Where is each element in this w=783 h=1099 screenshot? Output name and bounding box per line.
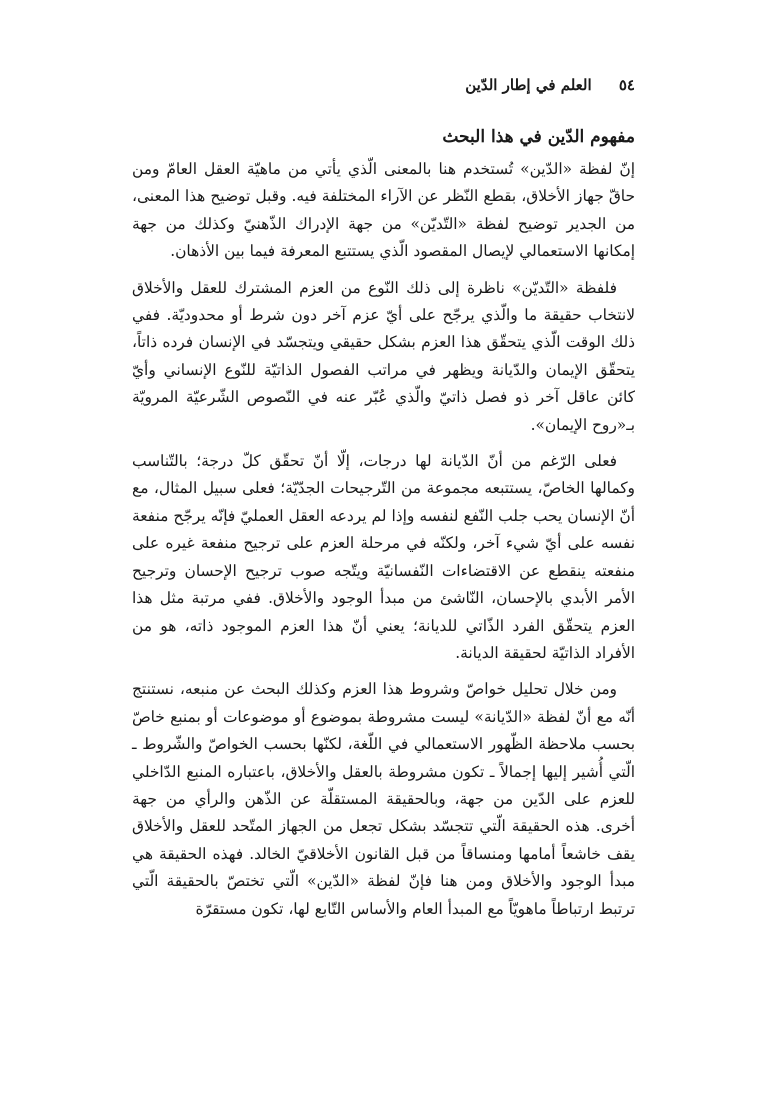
- section-heading: مفهوم الدّين في هذا البحث: [442, 127, 635, 147]
- page-body: [132, 122, 635, 932]
- page-number: ٥٤: [618, 76, 635, 94]
- paragraph-2: فلفظة «التّديّن» ناظرة إلى ذلك النّوع من العزم المشترك للعقل والأخلاق لانتخاب حقيقة ما والّذي يرجّح على أيّ عزم آخر دون شرط أو محدوديّة. ففي ذلك الوقت الّذي يتحقّق هذا العزم بشكل حقيقي ويتجسّد في الإنسان فرده ذاتاً، يتحقّق الإيمان والدّيانة ويظهر في مراتب الفصول الذاتيّة للنّوع الإنساني وأيّ كائن عاقل آخر ذو فصل ذاتيّ والّذي عُبّر عنه في النّصوص الشّرعيّة المرويّة بـ«روح الإيمان».: [132, 278, 635, 434]
- paragraph-1: إنّ لفظة «الدّين» تُستخدم هنا بالمعنى الّذي يأتي من ماهيّة العقل العامّ ومن حاقّ جهاز الأخلاق، بقطع النّظر عن الآراء المختلفة فيه. وقبل توضيح هذا المعنى، من الجدير توضيح لفظة «التّديّن» من جهة الإدراك الذّهنيّ وكذلك من جهة إمكانها الاستعمالي لإيصال المقصود الّذي يستتبع المعرفة فيما بين الأذهان.: [132, 160, 635, 261]
- paragraph-4: ومن خلال تحليل خواصّ وشروط هذا العزم وكذلك البحث عن منبعه، نستنتج أنّه مع أنّ لفظة «الدّيانة» ليست مشروطة بموضوع أو موضوعات أو بمنبع خاصّ بحسب ملاحظة الظّهور الاستعمالي في اللّغة، لكنّها بحسب الخواصّ والشّروط ـ الّتي أُشير إليها إجمالاً ـ تكون مشروطة بالعقل والأخلاق، باعتباره المنبع الدّاخلي للعزم على الدّين من جهة، وبالحقيقة المستقلّة عن الذّهن والرأي من جهة أخرى. هذه الحقيقة الّتي تتجسّد بشكل تجعل من الجهاز المتّحد للعقل والأخلاق يقف خاشعاً أمامها ومنساقاً من قبل القانون الأخلاقيّ الخالد. فهذه الحقيقة هي مبدأ الوجود والأخلاق ومن هنا فإنّ لفظة «الدّين» الّتي تختصّ بالحقيقة الّتي ترتبط ارتباطاً ماهويّاً مع المبدأ العام والأساس التّابع لها، تكون مستقرّة: [132, 680, 635, 918]
- running-title: العلم في إطار الدّين: [465, 76, 592, 94]
- paragraph-3: فعلى الرّغم من أنّ الدّيانة لها درجات، إلّا أنّ تحقّق كلّ درجة؛ بالتّناسب وكمالها الخاصّ، يستتبعه مجموعة من التّرجيحات الجدّيّة؛ فعلى سبيل المثال، مع أنّ الإنسان يحب جلب النّفع لنفسه وإذا لم يردعه العقل العمليّ فإنّه يرجّح منفعة نفسه على أيّ شيء آخر، ولكنّه في مرحلة العزم على ترجيح منفعة غيره على منفعته ينقطع عن الاقتضاءات النّفسانيّة ويتّجه صوب ترجيح الإحسان وترجيح الأمر الأبدي بالإحسان، النّاشئ من مبدأ الوجود والأخلاق. ففي مرتبة مثل هذا العزم يتحقّق الفرد الذّاتي للديانة؛ يعني أنّ هذا العزم الموجود ذاته، هو من الأفراد الذاتيّة لحقيقة الديانة.: [132, 452, 635, 662]
- running-head: [135, 72, 635, 98]
